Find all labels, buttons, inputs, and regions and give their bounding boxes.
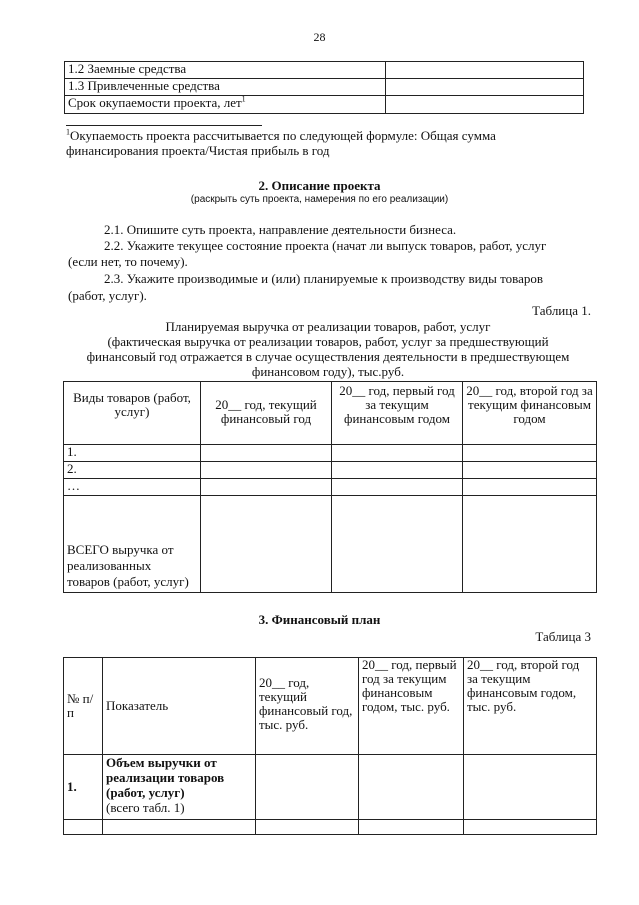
funding-table	[64, 61, 584, 114]
section-2-title: 2. Описание проекта	[258, 178, 381, 193]
revenue-row-label: …	[64, 479, 201, 496]
paragraph-2-2-line1: 2.2. Укажите текущее состояние проекта (начат ли выпуск товаров, работ, услуг	[104, 238, 547, 253]
section-2-subtitle: (раскрыть суть проекта, намерения по его реализации)	[190, 194, 449, 205]
funding-value-cell	[386, 96, 584, 114]
plan-header-number: № п/п	[64, 658, 103, 755]
plan-row-number: 1.	[64, 755, 103, 820]
revenue-row-label: 1.	[64, 445, 201, 462]
revenue-row-label: 2.	[64, 462, 201, 479]
revenue-header-second: 20__ год, второй год за текущим финансовым годом	[463, 382, 597, 445]
table-3-label: Таблица 3	[535, 629, 591, 644]
footnote: $^1$Окупаемость проекта рассчитывается по следующей формуле: Общая сумма финансирования проекта/Чистая прибыль в год	[66, 127, 496, 158]
table-1-caption-line1: Планируемая выручка от реализации товаров, работ, услуг	[165, 319, 491, 334]
revenue-header-first: 20__ год, первый год за текущим финансовым годом	[332, 382, 463, 445]
paragraph-2-3-line2: (работ, услуг).	[68, 288, 147, 303]
footnote-divider	[66, 125, 262, 126]
funding-row-attracted: 1.3 Привлеченные средства	[65, 79, 386, 96]
plan-header-indicator: Показатель	[103, 658, 256, 755]
paragraph-2-3-line1: 2.3. Укажите производимые и (или) планируемые к производству виды товаров	[104, 271, 544, 286]
table-1-caption-line3: финансовый год отражается в случае осуществления деятельности в предшествующем	[86, 349, 570, 364]
funding-value-cell	[386, 62, 584, 79]
table-1-caption-line2: (фактическая выручка от реализации товаров, работ, услуг за предшествующий	[107, 334, 549, 349]
paragraph-2-2-line2: (если нет, то почему).	[68, 254, 188, 269]
plan-header-first: 20__ год, первый год за текущим финансовым годом, тыс. руб.	[359, 658, 464, 755]
plan-row-indicator-text: Объем выручки от реализации товаров (работ, услуг)	[106, 755, 225, 800]
revenue-header-types: Виды товаров (работ, услуг)	[64, 382, 201, 445]
table-1-label: Таблица 1.	[532, 303, 591, 318]
page-number: 28	[313, 30, 326, 44]
funding-row-loans: 1.2 Заемные средства	[65, 62, 386, 79]
table-1-caption-line4: финансовом году), тыс.руб.	[251, 364, 405, 379]
paragraph-2-1: 2.1. Опишите суть проекта, направление деятельности бизнеса.	[104, 222, 457, 237]
section-3-title: 3. Финансовый план	[258, 612, 381, 627]
plan-header-current: 20__ год, текущий финансовый год, тыс. руб.	[256, 658, 359, 755]
plan-header-second: 20__ год, второй год за текущим финансовым годом, тыс. руб.	[464, 658, 597, 755]
funding-row-payback: Срок окупаемости проекта, лет$^1$	[65, 96, 386, 114]
revenue-table	[63, 381, 597, 593]
revenue-header-current: 20__ год, текущий финансовый год	[201, 382, 332, 445]
plan-row-indicator-note: (всего табл. 1)	[106, 800, 185, 815]
revenue-total-label: ВСЕГО выручка от реализованных товаров (работ, услуг)	[64, 496, 201, 593]
financial-plan-table	[63, 657, 597, 835]
plan-row-indicator	[103, 755, 256, 820]
funding-value-cell	[386, 79, 584, 96]
